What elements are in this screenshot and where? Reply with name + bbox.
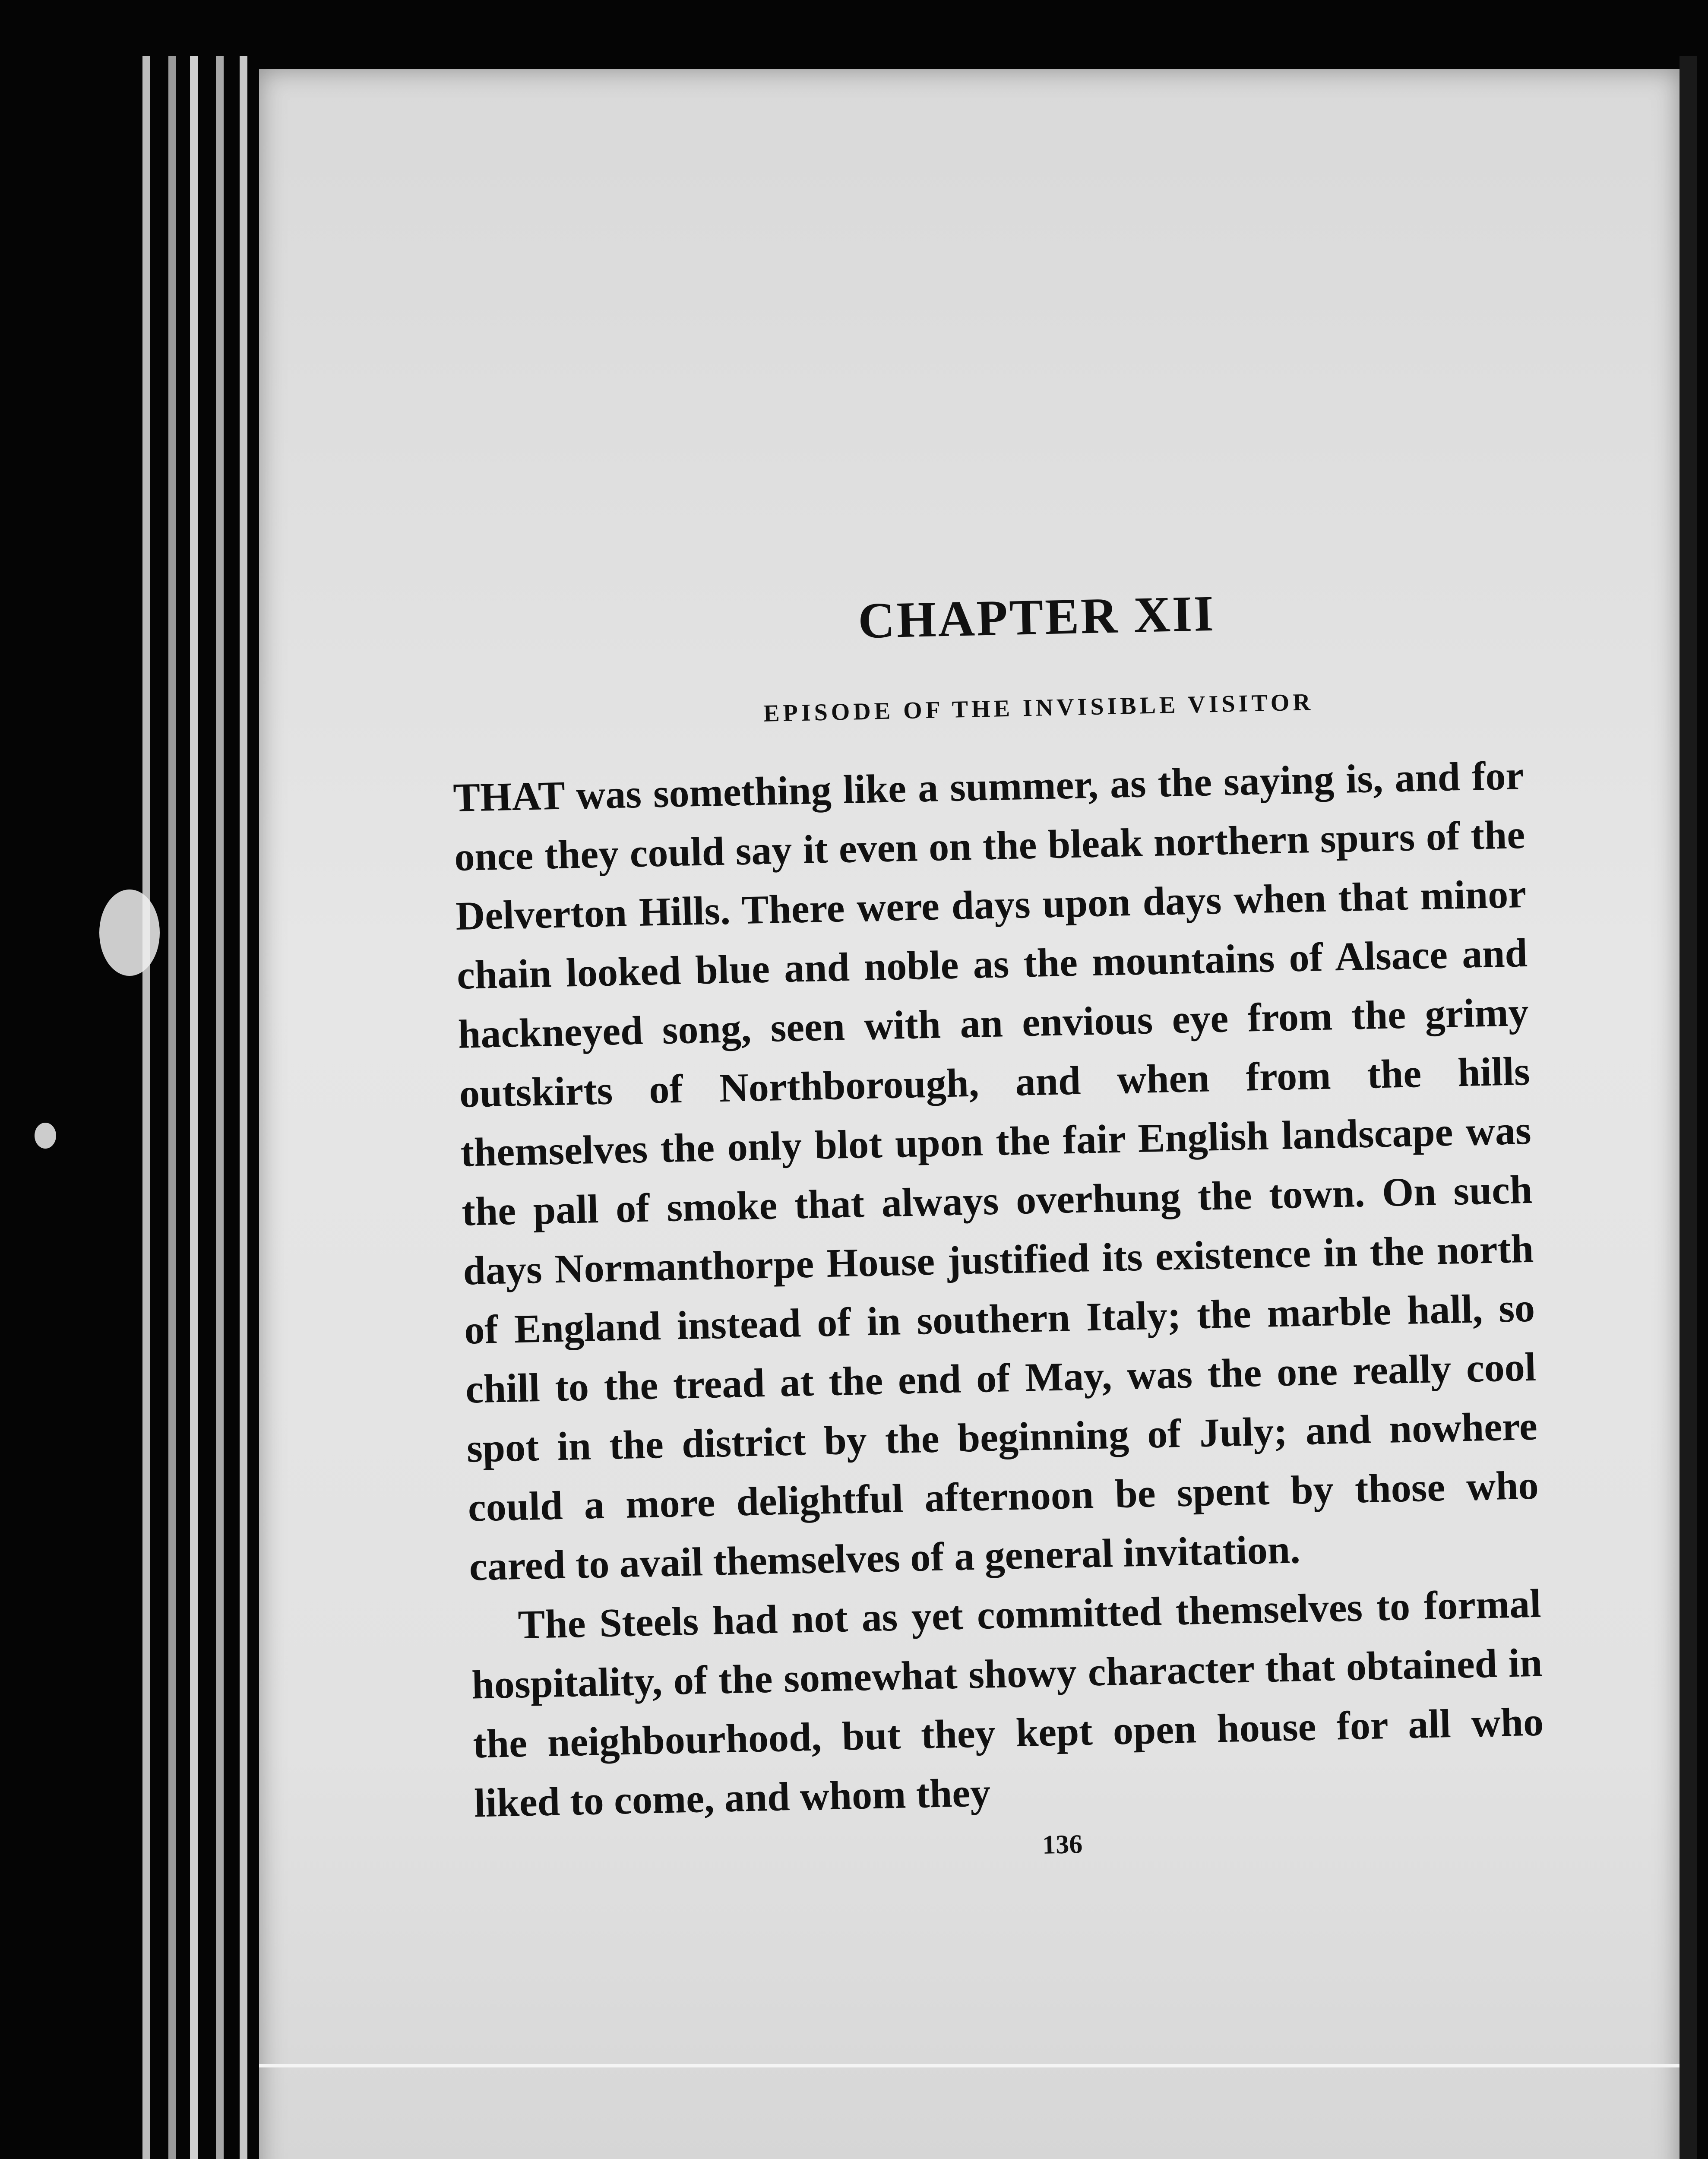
- page-text-block: [449, 578, 1546, 1872]
- paper-smudge: [35, 1123, 56, 1149]
- body-paragraph: The Steels had not as yet committed themselves to formal hospitality, of the somewhat showy character that obtained in the neighbourhood, but they kept open house for all who liked to come, and whom they: [471, 1581, 1544, 1826]
- book-spine-right: [1680, 56, 1697, 2159]
- chapter-title: CHAPTER XII: [857, 585, 1216, 649]
- body-paragraph: THAT was something like a summer, as the saying is, and for once they could say it even on the bleak northern spurs of the Delverton Hills. There were days upon days when that minor chain looked blue and noble as the mountains of Alsace and hackneyed song, seen with an envious eye from the grimy outskirts of Northborough, and when from the hills themselves the only blot upon the fair English landscape was the pall of smoke that always overhung the town. On such days Normanthorpe House justified its existence in the north of England instead of in southern Italy; the marble hall, so chill to the tread at the end of May, was the one really cool spot in the district by the beginning of July; and nowhere could a more delightful afternoon be spent by those who cared to avail themselves of a general invitation.: [452, 753, 1539, 1589]
- page-number: 136: [1042, 1829, 1083, 1860]
- book-edge-line: [216, 56, 224, 2159]
- book-edge-line: [168, 56, 176, 2159]
- chapter-subtitle: EPISODE OF THE INVISIBLE VISITOR: [763, 689, 1314, 727]
- paper-smudge: [99, 890, 160, 976]
- book-edge-line: [190, 56, 198, 2159]
- book-edge-line: [240, 56, 247, 2159]
- book-edge-line: [142, 56, 150, 2159]
- scan-streak: [259, 2064, 1680, 2067]
